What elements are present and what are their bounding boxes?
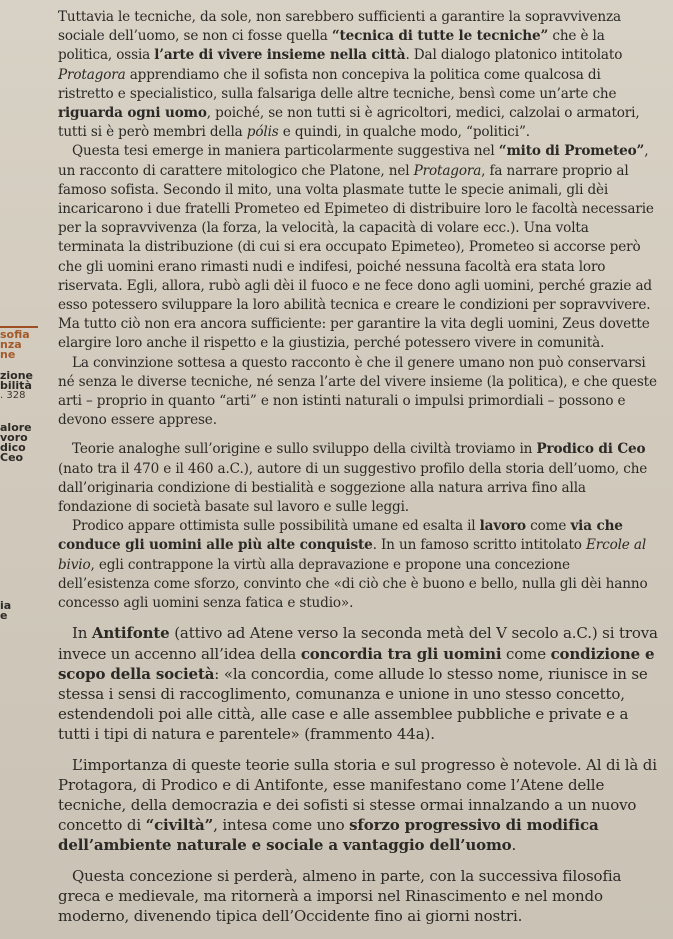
paragraph-politics: Tuttavia le tecniche, da sole, non sarebbero sufficienti a garantire la sopravvivenza sociale dell’uomo, se non ci fosse quella “tecnica di tutte le tecniche” che è la politica, ossia l’arte di vivere insieme nella città. Dal dialogo platonico intitolato Protagora apprendiamo che il sofista non concepiva la politica come qualcosa di ristretto e specialistico, sulla falsariga delle altre tecniche, bensì come un’arte che riguarda ogni uomo, poiché, se non tutti si è agricoltori, medici, calzolai o armatori, tutti si è però membri della pólis e quindi, in qualche modo, “politici”. — [58, 9, 640, 141]
margin-note-line: bilità — [0, 379, 32, 392]
margin-note-line: voro — [0, 431, 28, 444]
margin-note-prodico — [0, 423, 60, 463]
margin-note-line: alore — [0, 423, 32, 434]
margin-note-line: zione — [0, 371, 34, 382]
paragraph-prometheus-myth: Questa tesi emerge in maniera particolarmente suggestiva nel “mito di Prometeo”, un racconto di carattere mitologico che Platone, nel Protagora, fa narrare proprio al famoso sofista. Secondo il mito, una volta plasmate tutte le specie animali, gli dèi incaricarono i due fratelli Prometeo ed Epimeteo di distribuire loro le facoltà necessarie per la sopravvivenza (la forza, la velocità, la capacità di volare ecc.). Una volta terminata la distribuzione (di cui si era occupato Epimeteo), Prometeo si accorse però che gli uomini erano rimasti nudi e indifesi, poiché nessuna facoltà era stata loro riservata. Egli, allora, rubò agli dèi il fuoco e ne fece dono agli uomini, perché grazie ad esso potessero sviluppare la loro abilità tecnica e creare le condizioni per sopravvivere. Ma tutto ciò non era ancora sufficiente: per garantire la vita degli uomini, Zeus dovette elargire loro anche il rispetto e la giustizia, perché potessero vivere in comunità. — [58, 143, 654, 352]
margin-note-line: ne — [0, 348, 16, 360]
margin-page-ref: . 328 — [0, 390, 26, 401]
paragraph-prodico: Teorie analoghe sull’origine e sullo sviluppo della civiltà troviamo in Prodico di Ceo (nato tra il 470 e il 460 a.C.), autore di un suggestivo profilo della storia dell’uomo, che dall’originaria condizione di bestialità e soggezione alla natura arriva fino alla fondazione di società basate sul lavoro e sulle leggi. — [58, 441, 648, 516]
paragraph-conclusion: Questa concezione si perderà, almeno in parte, con la successiva filosofia greca e medievale, ma ritornerà a imporsi nel Rinascimento e nel mondo moderno, divenendo tipica dell’Occidente fino ai giorni nostri. — [58, 866, 622, 925]
margin-note-antifonte — [0, 601, 60, 621]
margin-note-sofia — [0, 330, 60, 360]
margin-note-line: ia — [0, 601, 12, 612]
paragraph-antifonte: In Antifonte (attivo ad Atene verso la seconda metà del V secolo a.C.) si trova invece un accenno all’idea della concordia tra gli uomini come condizione e scopo della società: «la concordia, come allude lo stesso nome, riunisce in se stessa i sensi di raccoglimento, comunanza e unione in uno stesso concetto, estendendoli poi alle città, alle case e alle assemblee pubbliche e private e a tutti i tipi di natura e parentele» (frammento 44a). — [58, 624, 658, 744]
margin-note-line: nza — [0, 338, 22, 351]
margin-note-line: sofia — [0, 330, 30, 341]
margin-note-line: Ceo — [0, 451, 24, 463]
margin-note-line: e — [0, 609, 8, 621]
margin-note-line: dico — [0, 441, 26, 454]
main-text-column — [58, 8, 658, 926]
paragraph-civilization: L’importanza di queste teorie sulla storia e sul progresso è notevole. Al di là di Protagora, di Prodico e di Antifonte, esse manifestano come l’Atene delle tecniche, della democrazia e dei sofisti si stesse ormai innalzando a un nuovo concetto di “civiltà”, intesa come uno sforzo progressivo di modifica dell’ambiente naturale e sociale a vantaggio dell’uomo. — [58, 755, 657, 855]
margin-rule — [0, 326, 38, 328]
paragraph-conviction: La convinzione sottesa a questo racconto è che il genere umano non può conservarsi né senza le diverse tecniche, né senza l’arte del vivere insieme (la politica), e che queste arti – proprio in quanto “arti” e non istinti naturali o impulsi primordiali – possono e devono essere apprese. — [58, 354, 657, 429]
paragraph-prodico-work: Prodico appare ottimista sulle possibilità umane ed esalta il lavoro come via che conduce gli uomini alle più alte conquiste. In un famoso scritto intitolato Ercole al bivio, egli contrappone la virtù alla depravazione e propone una concezione dell’esistenza come sforzo, convinto che «di ciò che è buono e bello, nulla gli dèi hanno concesso agli uomini senza fatica e studio». — [58, 518, 648, 612]
margin-note-abilita — [0, 371, 60, 401]
